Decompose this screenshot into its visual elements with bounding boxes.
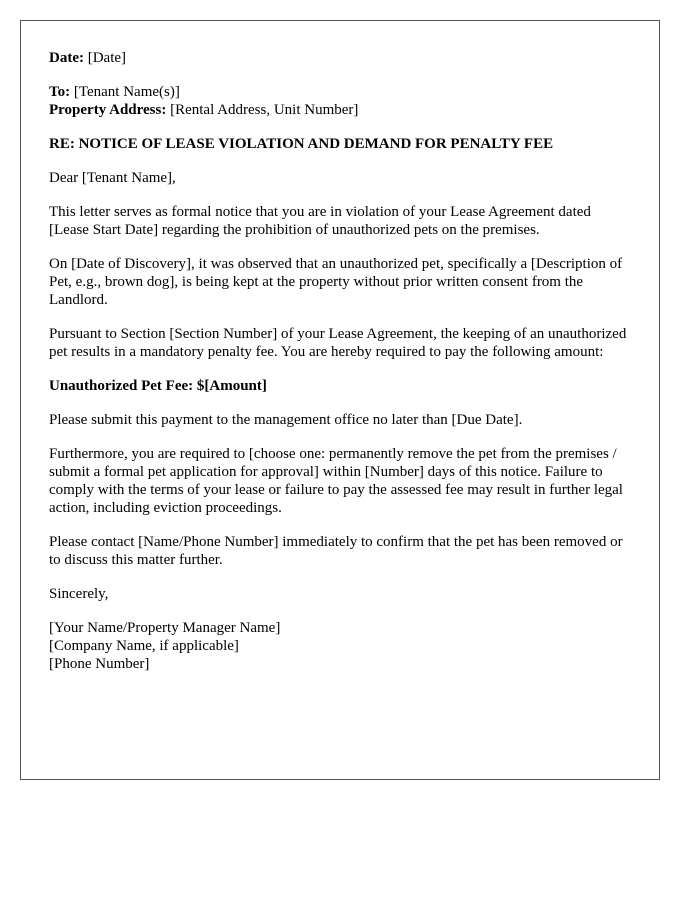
body-paragraph-6: Please contact [Name/Phone Number] immediately to confirm that the pet has been removed or to discuss this matter further. — [49, 534, 623, 568]
signature-company: [Company Name, if applicable] — [49, 638, 239, 654]
to-label: To: — [49, 84, 71, 100]
body-paragraph-4: Please submit this payment to the management office no later than [Due Date]. — [49, 412, 523, 428]
salutation: Dear [Tenant Name], — [49, 170, 176, 186]
property-address-line — [49, 101, 631, 119]
body-paragraph-1: This letter serves as formal notice that you are in violation of your Lease Agreement dated [Lease Start Date] regarding the prohibition of unauthorized pets on the premises. — [49, 204, 591, 238]
subject-line: RE: NOTICE OF LEASE VIOLATION AND DEMAND FOR PENALTY FEE — [49, 136, 554, 152]
signature-block — [49, 619, 631, 673]
body-paragraph-5: Furthermore, you are required to [choose one: permanently remove the pet from the premises / submit a formal pet application for approval] within [Number] days of this notice. Failure to comply with the terms of your lease or failure to pay the assessed fee may result in further legal action, including eviction proceedings. — [49, 446, 623, 516]
closing: Sincerely, — [49, 586, 109, 602]
letter-page — [20, 20, 660, 780]
property-address-label: Property Address: — [49, 102, 167, 118]
to-value: [Tenant Name(s)] — [73, 84, 180, 100]
date-line — [49, 49, 631, 67]
signature-name: [Your Name/Property Manager Name] — [49, 620, 281, 636]
date-label: Date: — [49, 50, 84, 66]
property-address-value: [Rental Address, Unit Number] — [170, 102, 359, 118]
body-paragraph-2: On [Date of Discovery], it was observed that an unauthorized pet, specifically a [Description of Pet, e.g., brown dog], is being kept at the property without prior written consent from the Landlord. — [49, 256, 623, 308]
fee-line: Unauthorized Pet Fee: $[Amount] — [49, 378, 267, 394]
recipient-line — [49, 83, 631, 101]
body-paragraph-3: Pursuant to Section [Section Number] of your Lease Agreement, the keeping of an unauthorized pet results in a mandatory penalty fee. You are hereby required to pay the following amount: — [49, 326, 627, 360]
date-value: [Date] — [87, 50, 127, 66]
signature-phone: [Phone Number] — [49, 656, 150, 672]
